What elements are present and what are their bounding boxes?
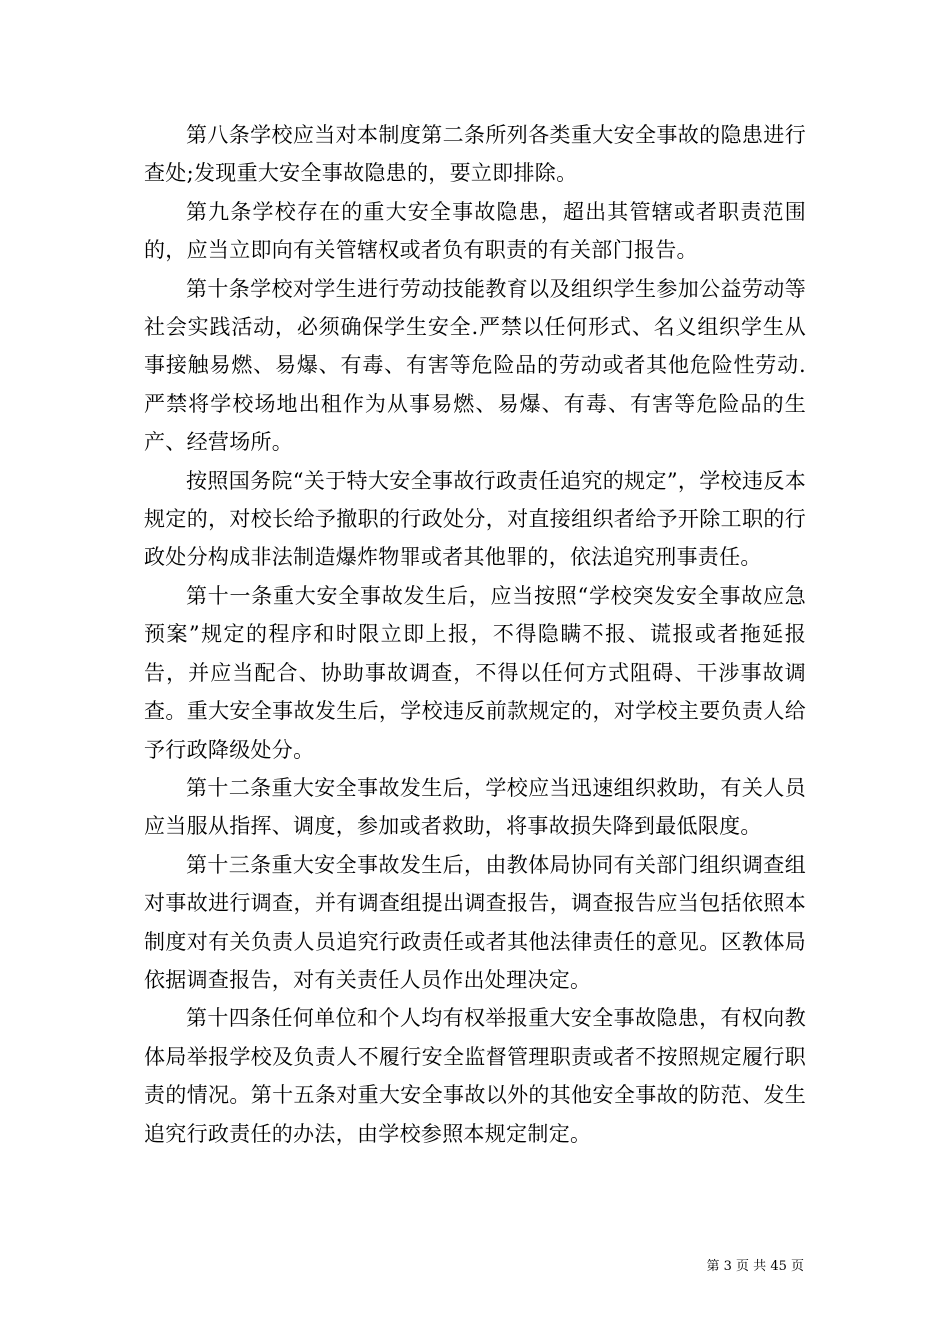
- page-number-footer: 第 3 页 共 45 页: [706, 1259, 804, 1274]
- paragraph-article-10: 第十条学校对学生进行劳动技能教育以及组织学生参加公益劳动等社会实践活动，必须确保学生安全.严禁以任何形式、名义组织学生从事接触易燃、易爆、有毒、有害等危险品的劳动或者其他危险性劳动.严禁将学校场地出租作为从事易燃、易爆、有毒、有害等危险品的生产、经营场所。: [144, 276, 806, 455]
- paragraph-article-12: 第十二条重大安全事故发生后，学校应当迅速组织救助，有关人员应当服从指挥、调度，参加或者救助，将事故损失降到最低限度。: [144, 775, 806, 839]
- document-body: [144, 116, 806, 1153]
- paragraph-article-11: 第十一条重大安全事故发生后，应当按照“学校突发安全事故应急预案”规定的程序和时限立即上报，不得隐瞒不报、谎报或者拖延报告，并应当配合、协助事故调查，不得以任何方式阻碍、干涉事故调查。重大安全事故发生后，学校违反前款规定的，对学校主要负责人给予行政降级处分。: [144, 583, 806, 762]
- paragraph-article-13: 第十三条重大安全事故发生后，由教体局协同有关部门组织调查组对事故进行调查，并有调查组提出调查报告，调查报告应当包括依照本制度对有关负责人员追究行政责任或者其他法律责任的意见。区教体局依据调查报告，对有关责任人员作出处理决定。: [144, 852, 806, 992]
- paragraph-article-9: 第九条学校存在的重大安全事故隐患，超出其管辖或者职责范围的，应当立即向有关管辖权或者负有职责的有关部门报告。: [144, 199, 806, 263]
- paragraph-article-14-15: 第十四条任何单位和个人均有权举报重大安全事故隐患，有权向教体局举报学校及负责人不履行安全监督管理职责或者不按照规定履行职责的情况。第十五条对重大安全事故以外的其他安全事故的防范、发生追究行政责任的办法，由学校参照本规定制定。: [144, 1006, 806, 1146]
- paragraph-article-8: 第八条学校应当对本制度第二条所列各类重大安全事故的隐患进行查处;发现重大安全事故隐患的，要立即排除。: [144, 123, 806, 186]
- paragraph-state-council-rule: 按照国务院“关于特大安全事故行政责任追究的规定”，学校违反本规定的，对校长给予撤职的行政处分，对直接组织者给予开除工职的行政处分构成非法制造爆炸物罪或者其他罪的，依法追究刑事责任。: [144, 468, 806, 570]
